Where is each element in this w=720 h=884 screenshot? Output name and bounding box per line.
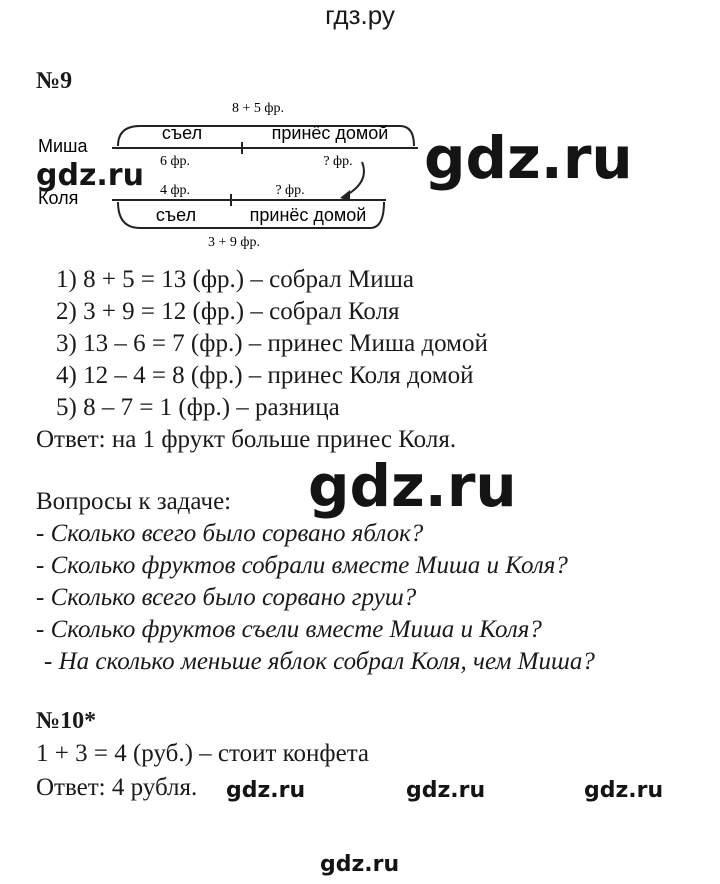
questions-title: Вопросы к задаче: xyxy=(36,488,232,515)
kolya-ate-amount: 4 фр. xyxy=(159,183,191,198)
question-2: - Сколько фруктов собрали вместе Миша и Коля? xyxy=(36,552,568,579)
kolya-home-part: принёс домой xyxy=(249,205,367,225)
misha-total-label: 8 + 5 фр. xyxy=(232,101,284,116)
question-1: - Сколько всего было сорвано яблок? xyxy=(36,520,424,547)
watermark-big-1: gdz.ru xyxy=(424,124,633,192)
task-10-number: №10* xyxy=(36,708,97,734)
misha-home-amount: ? фр. xyxy=(323,154,353,169)
watermark-footer: gdz.ru xyxy=(320,852,400,877)
task-10-answer: Ответ: 4 рубля. xyxy=(36,774,198,801)
watermark-small-3: gdz.ru xyxy=(584,778,664,803)
watermark-small-2: gdz.ru xyxy=(406,778,486,803)
question-4: - Сколько фруктов съели вместе Миша и Коля? xyxy=(36,616,542,643)
misha-home-part: принёс домой xyxy=(271,123,389,143)
question-3: - Сколько всего было сорвано груш? xyxy=(36,584,417,611)
step-5: 5) 8 – 7 = 1 (фр.) – разница xyxy=(56,394,340,421)
watermark-small-1: gdz.ru xyxy=(226,778,306,803)
misha-ate-part: съел xyxy=(161,123,203,143)
step-1: 1) 8 + 5 = 13 (фр.) – собрал Миша xyxy=(56,266,414,293)
misha-ate-amount: 6 фр. xyxy=(159,154,191,169)
task-9-answer: Ответ: на 1 фрукт больше принес Коля. xyxy=(36,426,457,453)
task-9-number: №9 xyxy=(36,68,73,94)
step-4: 4) 12 – 4 = 8 (фр.) – принес Коля домой xyxy=(56,362,474,389)
kolya-name: Коля xyxy=(38,188,79,208)
watermark-mid-left: gdz.ru xyxy=(36,158,144,193)
task-10-step: 1 + 3 = 4 (руб.) – стоит конфета xyxy=(36,740,370,767)
watermark-big-2: gdz.ru xyxy=(308,452,517,520)
step-2: 2) 3 + 9 = 12 (фр.) – собрал Коля xyxy=(56,298,400,325)
question-5: - На сколько меньше яблок собрал Коля, чем Миша? xyxy=(44,648,595,675)
kolya-home-amount: ? фр. xyxy=(275,183,305,198)
kolya-total-label: 3 + 9 фр. xyxy=(208,235,260,250)
step-3: 3) 13 – 6 = 7 (фр.) – принес Миша домой xyxy=(56,330,488,357)
kolya-ate-part: съел xyxy=(155,205,197,225)
misha-name: Миша xyxy=(38,136,88,156)
site-header: гдз.ру xyxy=(325,0,395,30)
